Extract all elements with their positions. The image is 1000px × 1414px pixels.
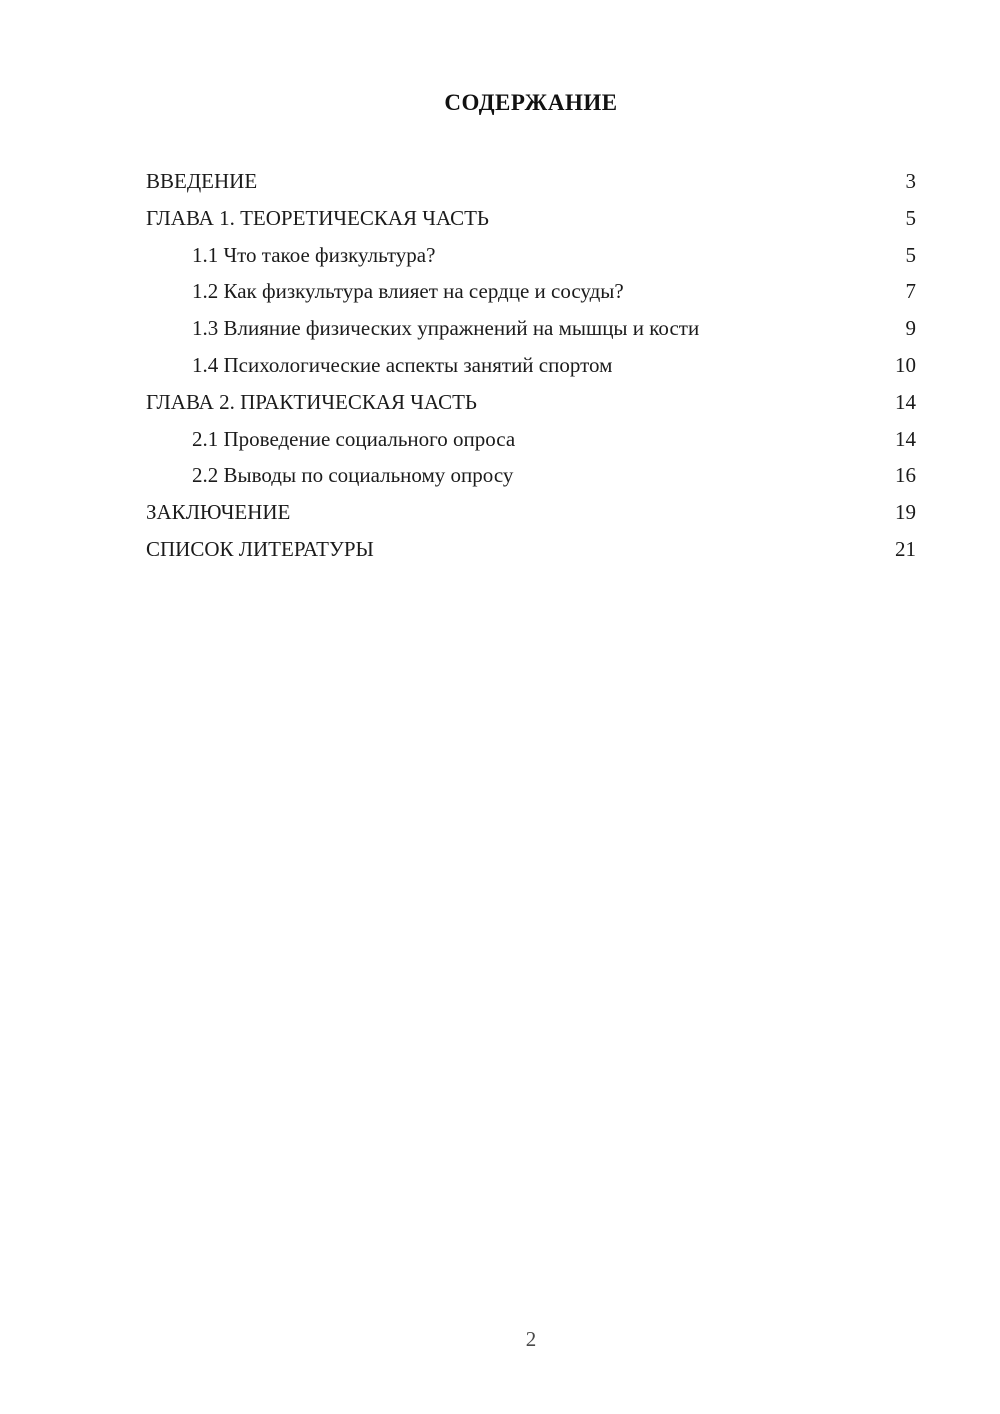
toc-entry [146,200,916,237]
toc-entry-label: 2.1 Проведение социального опроса [192,426,516,451]
toc-entry-page-number: 9 [905,316,916,341]
toc-entry [146,310,916,347]
toc-entry-page-number: 16 [895,463,916,488]
toc-entry-page-number: 5 [905,205,916,230]
toc-entry-label: 2.2 Выводы по социальному опросу [192,463,514,488]
page-title: СОДЕРЖАНИЕ [444,90,618,115]
toc-entry-page-number: 3 [905,169,916,193]
toc-entry-page-number: 14 [895,426,916,451]
toc-entry [146,384,916,421]
toc-entry [146,457,916,494]
toc-entry [146,347,916,384]
toc-entry-page-number: 19 [895,500,916,525]
toc-entry-label: СПИСОК ЛИТЕРАТУРЫ [146,536,374,561]
toc-entry-page-number: 21 [895,536,916,561]
toc-entry-page-number: 7 [905,279,916,304]
footer-page-number: 2 [525,1327,537,1351]
toc-entry-page-number: 10 [895,352,916,377]
toc-entry [146,494,916,531]
toc-entry [146,273,916,310]
toc-entry-label: 1.2 Как физкультура влияет на сердце и сосуды? [192,279,624,304]
toc-entry-label: ВВЕДЕНИЕ [146,169,258,193]
toc-entry [146,531,916,568]
toc-entry-label: 1.4 Психологические аспекты занятий спортом [192,352,613,377]
toc-entry [146,163,916,200]
toc-entry-label: 1.3 Влияние физических упражнений на мышцы и кости [192,316,700,341]
toc-entry-page-number: 5 [905,242,916,267]
toc-entry-page-number: 14 [895,389,916,414]
toc-entry-label: ЗАКЛЮЧЕНИЕ [146,500,291,525]
toc-entry [146,421,916,458]
table-of-contents [146,163,916,568]
toc-entry-label: ГЛАВА 2. ПРАКТИЧЕСКАЯ ЧАСТЬ [146,389,477,414]
toc-entry-label: 1.1 Что такое физкультура? [192,242,436,267]
toc-entry-label: ГЛАВА 1. ТЕОРЕТИЧЕСКАЯ ЧАСТЬ [146,205,489,230]
toc-entry [146,237,916,274]
